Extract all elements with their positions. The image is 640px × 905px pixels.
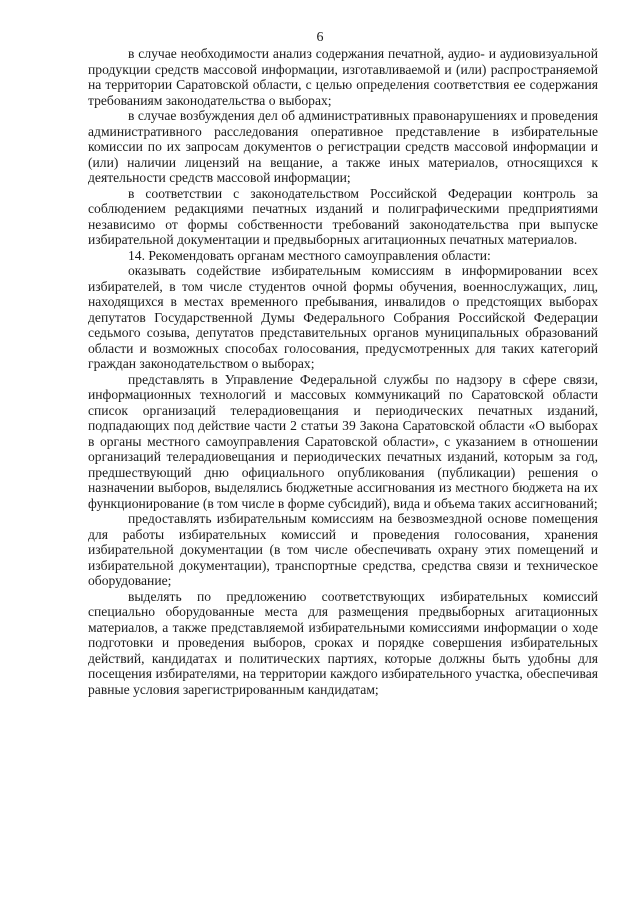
paragraph-item-14-heading: 14. Рекомендовать органам местного самоуправления области:	[128, 247, 491, 263]
paragraph-administrative-cases: в случае возбуждения дел об административных правонарушениях и проведения административного расследования оперативное представление в избирательные комиссии по их запросам документов о регистрации средств массовой информации и (или) наличии лицензий на вещание, а также иных материалов, относящихся к деятельности средств массовой информации;	[88, 108, 598, 185]
page-number: 6	[316, 30, 324, 45]
paragraph-campaign-places: выделять по предложению соответствующих избирательных комиссий специально оборудованные места для размещения предвыборных агитационных материалов, а также представляемой избирательными комиссиями информации о ходе подготовки и проведения выборов, сроках и порядке совершения избирательных действий, кандидатах и политических партиях, которые должны быть удобны для посещения избирателями, на территории каждого избирательного участка, обеспечивая равные условия зарегистрированным кандидатам;	[88, 588, 598, 697]
paragraph-broadcasters-list: представлять в Управление Федеральной службы по надзору в сфере связи, информационных технологий и массовых коммуникаций по Саратовской области список организаций телерадиовещания и периодических печатных изданий, подпадающих под действие части 2 статьи 39 Закона Саратовской области «О выборах в органы местного самоуправления Саратовской области», с указанием в отношении организаций телерадиовещания и периодических печатных изданий, которым за год, предшествующий дню официального опубликования (публикации) решения о назначении выборов, выделялись бюджетные ассигнования из местного бюджета на их функционирование (в том числе в форме субсидий), вида и объема таких ассигнований;	[88, 371, 598, 511]
paragraph-voter-information: оказывать содействие избирательным комиссиям в информировании всех избирателей, в том числе студентов очной формы обучения, военнослужащих, лиц, находящихся в местах временного пребывания, инвалидов о предстоящих выборах депутатов Государственной Думы Федерального Собрания Российской Федерации седьмого созыва, депутатов представительных органов муниципальных образований области и возможных способах голосования, предусмотренных для таких категорий граждан законодательством о выборах;	[88, 263, 598, 371]
paragraph-premises-provision: предоставлять избирательным комиссиям на безвозмездной основе помещения для работы избирательных комиссий и проведения голосования, хранения избирательной документации (в том числе обеспечивать охрану этих помещений и избирательной документации), транспортные средства, средства связи и техническое оборудование;	[88, 511, 598, 588]
paragraph-printing-control: в соответствии с законодательством Российской Федерации контроль за соблюдением редакциями печатных изданий и полиграфическими предприятиями независимо от формы собственности требований законодательства при выпуске избирательной документации и предвыборных агитационных печатных материалов.	[88, 185, 598, 247]
paragraph-media-analysis: в случае необходимости анализ содержания печатной, аудио- и аудиовизуальной продукции средств массовой информации, изготавливаемой и (или) распространяемой на территории Саратовской области, с целью определения соответствия ее содержания требованиям законодательства о выборах;	[88, 46, 598, 108]
document-body	[88, 46, 598, 697]
